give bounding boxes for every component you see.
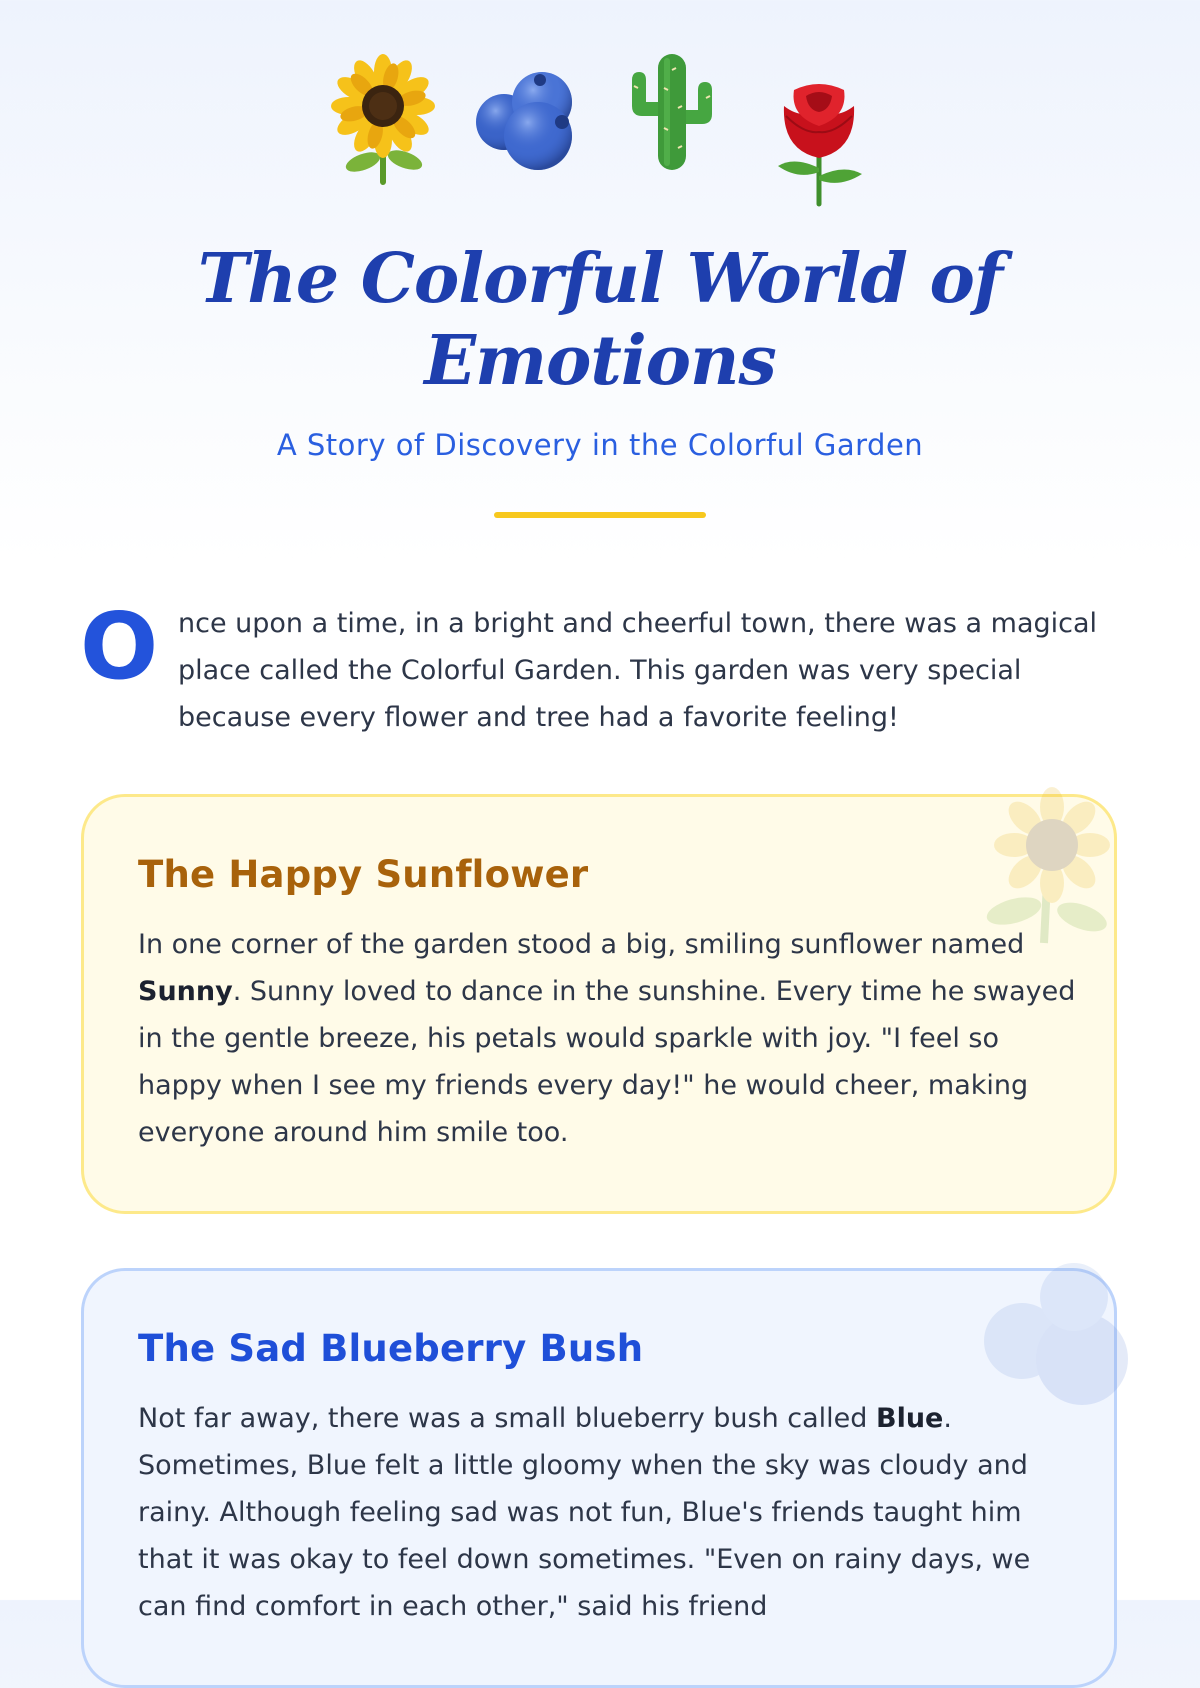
- hero-icons: [0, 46, 1200, 206]
- section-text: Not far away, there was a small blueberry bush called: [138, 1403, 876, 1434]
- story-card-blueberry: [81, 1268, 1117, 1688]
- section-text: In one corner of the garden stood a big, smiling sunflower named: [138, 929, 1025, 960]
- section-body-blueberry: [138, 1395, 1078, 1630]
- character-name: Sunny: [138, 976, 233, 1007]
- title-divider: [494, 512, 706, 518]
- blueberry-icon: [474, 64, 586, 172]
- section-text: . Sometimes, Blue felt a little gloomy when the sky was cloudy and rainy. Although feeling sad was not fun, Blue's friends taught him that it was okay to feel down sometimes. "Even on rainy days, we can find comfort in each other," said his friend: [138, 1403, 1031, 1622]
- section-body-sunflower: [138, 921, 1078, 1156]
- story-card-sunflower: [81, 794, 1117, 1214]
- intro-paragraph: nce upon a time, in a bright and cheerful town, there was a magical place called the Colorful Garden. This garden was very special because every flower and tree had a favorite feeling!: [178, 608, 1098, 733]
- intro-dropcap: O: [80, 593, 159, 700]
- page-title: The Colorful World of Emotions: [197, 239, 1003, 401]
- section-text: . Sunny loved to dance in the sunshine. Every time he swayed in the gentle breeze, his petals would sparkle with joy. "I feel so happy when I see my friends every day!" he would cheer, making everyone around him smile too.: [138, 976, 1076, 1148]
- page-subtitle: A Story of Discovery in the Colorful Garden: [276, 428, 924, 462]
- section-heading-blueberry: The Sad Blueberry Bush: [138, 1327, 644, 1370]
- cactus-icon: [624, 50, 720, 172]
- rose-icon: [764, 76, 874, 206]
- sunflower-icon: [332, 54, 434, 184]
- section-heading-sunflower: The Happy Sunflower: [138, 853, 589, 896]
- character-name: Blue: [876, 1403, 944, 1434]
